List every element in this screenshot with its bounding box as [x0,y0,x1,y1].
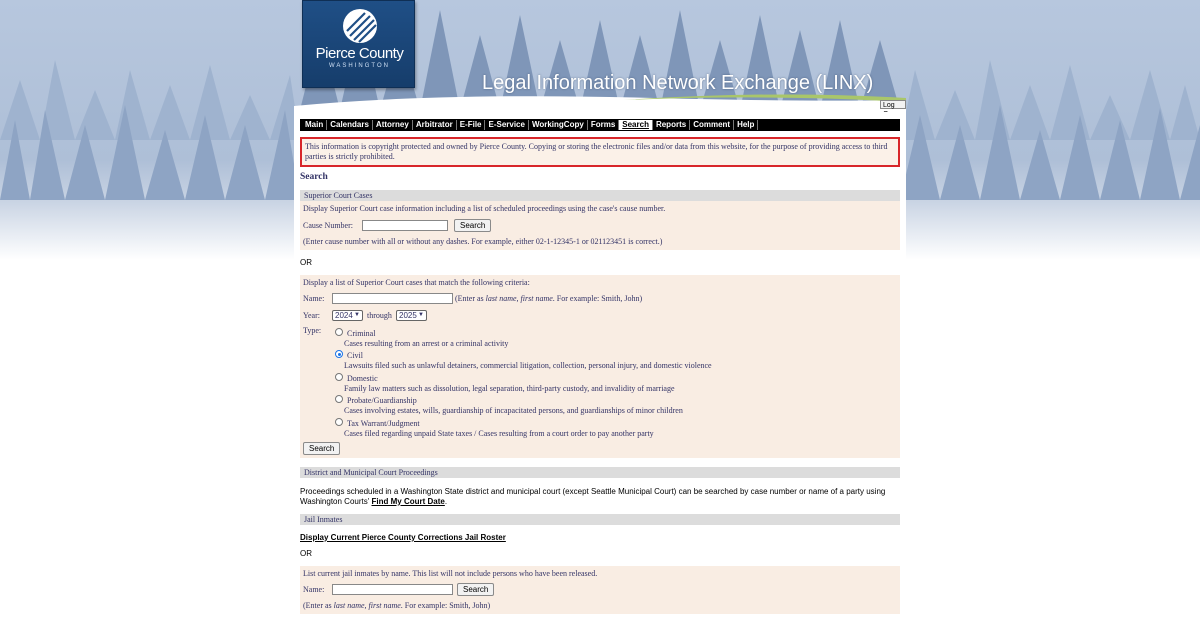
type-domestic-label: Domestic [347,374,378,383]
jail-name-hint: (Enter as last name, first name. For example: Smith, John) [303,601,491,610]
nav-item-comment[interactable]: Comment [690,120,734,130]
criteria-description: Display a list of Superior Court cases that match the following criteria: [303,278,530,287]
jail-roster-link[interactable]: Display Current Pierce County Corrections Jail Roster [300,533,506,542]
or-separator: OR [300,258,312,267]
criteria-name-input[interactable] [332,293,453,304]
type-radio-civil[interactable] [335,350,343,358]
year-from-select[interactable]: 2024 ▼ [332,310,363,321]
type-radio-probate[interactable] [335,395,343,403]
nav-item-workingcopy[interactable]: WorkingCopy [529,120,588,130]
type-tax-desc: Cases filed regarding unpaid State taxes / Cases resulting from a court order to pay another party [344,429,654,438]
cause-number-panel [300,201,900,250]
type-radio-criminal[interactable] [335,328,343,336]
banner [294,0,906,112]
page-container [294,0,906,620]
cause-description: Display Superior Court case information including a list of scheduled proceedings using the case's cause number. [303,204,666,213]
type-civil-desc: Lawsuits filed such as unlawful detainers, commercial litigation, collection, personal injury, and domestic violence [344,361,712,370]
site-title: Legal Information Network Exchange (LINX) [482,72,874,94]
cause-search-button[interactable]: Search [454,219,491,232]
nav-item-calendars[interactable]: Calendars [327,120,373,130]
jail-or-separator: OR [300,549,312,558]
chevron-down-icon: ▼ [354,312,360,318]
copyright-notice: This information is copyright protected and owned by Pierce County. Copying or storing the electronic files and/or data from this website, for the purpose of providing access to third parties is strictly prohibited. [300,137,900,167]
chevron-down-icon: ▼ [418,312,424,318]
cause-hint: (Enter cause number with all or without any dashes. For example, either 02-1-12345-1 or 021123451 is correct.) [303,237,663,246]
criteria-search-button[interactable]: Search [303,442,340,455]
logo-name: Pierce County [315,45,404,62]
nav-item-help[interactable]: Help [734,120,758,130]
type-civil-label: Civil [347,351,364,360]
jail-search-button[interactable]: Search [457,583,494,596]
through-label: through [367,311,392,320]
type-radio-tax-warrant[interactable] [335,418,343,426]
page-title: Search [300,172,328,182]
jail-search-panel [300,566,900,614]
district-court-header: District and Municipal Court Proceedings [300,467,900,478]
nav-item-search[interactable]: Search [619,120,653,130]
jail-description: List current jail inmates by name. This list will not include persons who have been released. [303,569,598,578]
type-probate-desc: Cases involving estates, wills, guardianship of incapacitated persons, and guardianships of minor children [344,406,683,415]
year-label: Year: [303,311,320,320]
district-text: Proceedings scheduled in a Washington State district and municipal court (except Seattle Municipal Court) can be searched by case number or name of a party using Washington Courts' Find My Court Date. [300,487,886,506]
jail-name-label: Name: [303,585,325,594]
main-content [294,112,906,620]
cause-number-input[interactable] [362,220,448,231]
criteria-name-hint: (Enter as last name, first name. For example: Smith, John) [455,294,643,303]
nav-item-e-service[interactable]: E-Service [485,120,528,130]
find-my-court-date-link[interactable]: Find My Court Date [371,496,445,506]
superior-court-header: Superior Court Cases [300,190,900,201]
nav-item-reports[interactable]: Reports [653,120,690,130]
logo-emblem-icon [341,7,379,45]
type-domestic-desc: Family law matters such as dissolution, legal separation, third-party custody, and invalidity of marriage [344,384,675,393]
jail-name-input[interactable] [332,584,453,595]
type-criminal-desc: Cases resulting from an arrest or a criminal activity [344,339,509,348]
logo-subtitle: WASHINGTON [328,63,390,69]
jail-inmates-header: Jail Inmates [300,514,900,525]
type-criminal-label: Criminal [347,329,376,338]
criteria-name-label: Name: [303,294,325,303]
main-nav [300,119,900,131]
nav-item-arbitrator[interactable]: Arbitrator [413,120,457,130]
year-to-select[interactable]: 2025 ▼ [396,310,427,321]
log-on-button[interactable]: Log [880,100,906,109]
nav-item-attorney[interactable]: Attorney [373,120,413,130]
criteria-panel [300,275,900,458]
cause-number-label: Cause Number: [303,221,353,230]
type-probate-label: Probate/Guardianship [347,396,417,405]
type-radio-domestic[interactable] [335,373,343,381]
type-tax-label: Tax Warrant/Judgment [347,419,420,428]
pierce-county-logo[interactable] [302,0,415,88]
nav-item-forms[interactable]: Forms [588,120,619,130]
banner-swoosh [294,90,906,112]
nav-item-main[interactable]: Main [302,120,327,130]
type-label: Type: [303,326,322,335]
nav-item-e-file[interactable]: E-File [457,120,486,130]
